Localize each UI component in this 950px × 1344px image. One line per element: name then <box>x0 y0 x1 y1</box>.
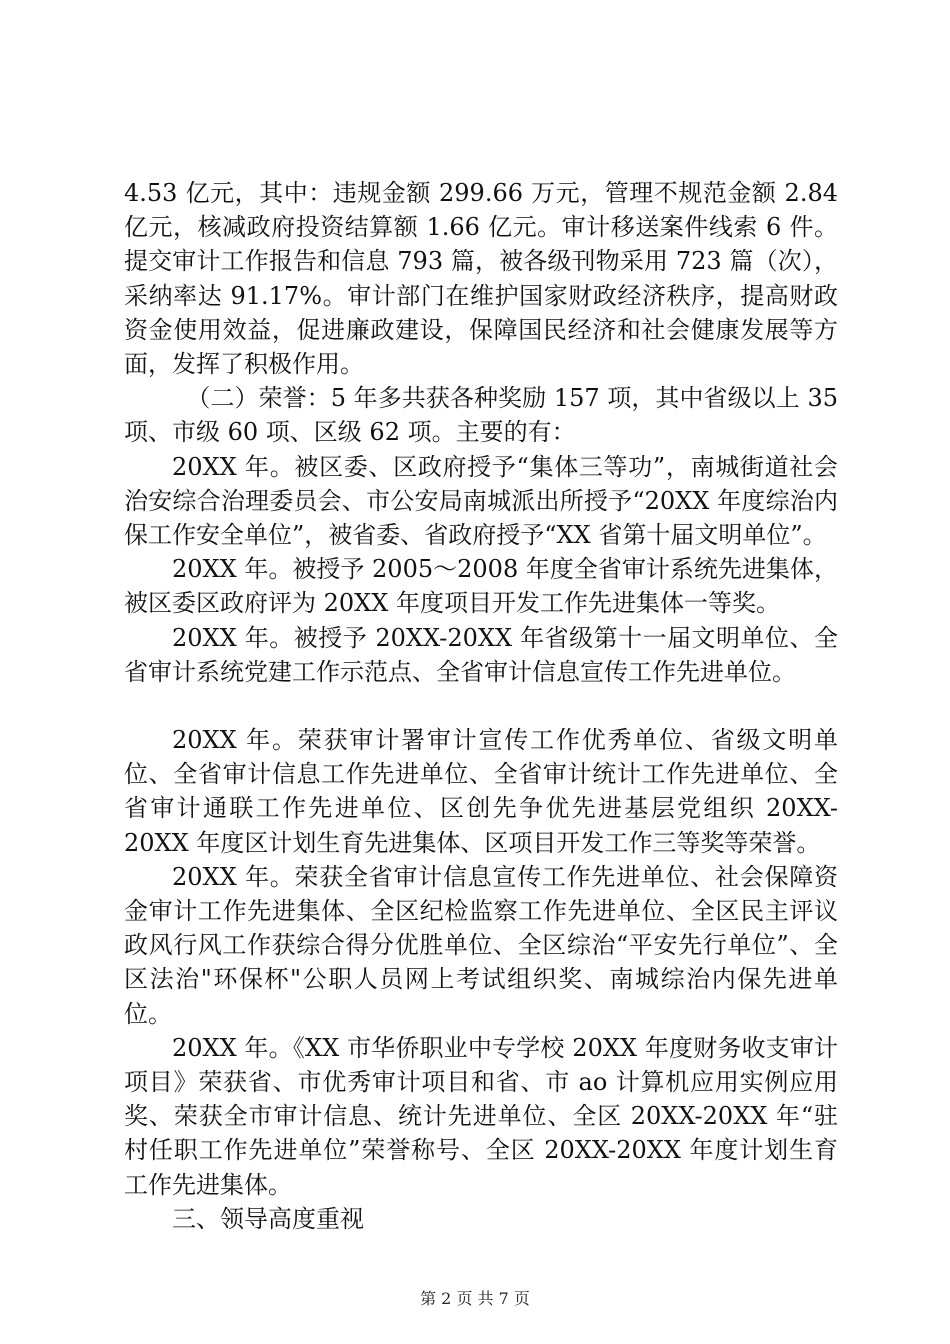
paragraph-honors-year-1: 20XX 年。被区委、区政府授予“集体三等功”，南城街道社会治安综合治理委员会、市公安局南城派出所授予“20XX 年度综治内保工作安全单位”，被省委、省政府授予“XX 省第十届文明单位”。 <box>124 452 838 550</box>
paragraph-audit-results: 4.53 亿元，其中：违规金额 299.66 万元，管理不规范金额 2.84 亿元，核减政府投资结算额 1.66 亿元。审计移送案件线索 6 件。提交审计工作报告和信息 793 篇，被各级刊物采用 723 篇（次），采纳率达 91.17%。审计部门在维护国家财政经济秩序，提高财政资金使用效益，促进廉政建设，保障国民经济和社会健康发展等方面，发挥了积极作用。 <box>124 179 838 379</box>
paragraph-honors-year-6: 20XX 年。《XX 市华侨职业中专学校 20XX 年度财务收支审计项目》荣获省、市优秀审计项目和省、市 ao 计算机应用实例应用奖、荣获全市审计信息、统计先进单位、全区 20XX-20XX 年“驻村任职工作先进单位”荣誉称号、全区 20XX-20XX 年度计划生育工作先进集体。 <box>124 1033 838 1199</box>
paragraph-honors-year-5: 20XX 年。荣获全省审计信息宣传工作先进单位、社会保障资金审计工作先进集体、全区纪检监察工作先进单位、全区民主评议政风行风工作获综合得分优胜单位、全区综治“平安先行单位”、全区法治"环保杯"公职人员网上考试组织奖、南城综治内保先进单位。 <box>124 862 838 1028</box>
page-footer: 第 2 页 共 7 页 <box>420 1289 530 1308</box>
paragraph-honors-year-2: 20XX 年。被授予 2005～2008 年度全省审计系统先进集体，被区委区政府评为 20XX 年度项目开发工作先进集体一等奖。 <box>124 555 838 618</box>
section-heading: 三、领导高度重视 <box>172 1204 364 1233</box>
paragraph-honors-intro: （二）荣誉：5 年多共获各种奖励 157 项，其中省级以上 35 项、市级 60 项、区级 62 项。主要的有： <box>124 384 838 447</box>
paragraph-honors-year-3: 20XX 年。被授予 20XX-20XX 年省级第十一届文明单位、全省审计系统党建工作示范点、全省审计信息宣传工作先进单位。 <box>124 623 838 686</box>
blank-line <box>124 689 838 723</box>
document-body <box>124 176 838 1236</box>
paragraph-honors-year-4: 20XX 年。荣获审计署审计宣传工作优秀单位、省级文明单位、全省审计信息工作先进单位、全省审计统计工作先进单位、全省审计通联工作先进单位、区创先争优先进基层党组织 20XX-20XX 年度区计划生育先进集体、区项目开发工作三等奖等荣誉。 <box>124 726 838 857</box>
